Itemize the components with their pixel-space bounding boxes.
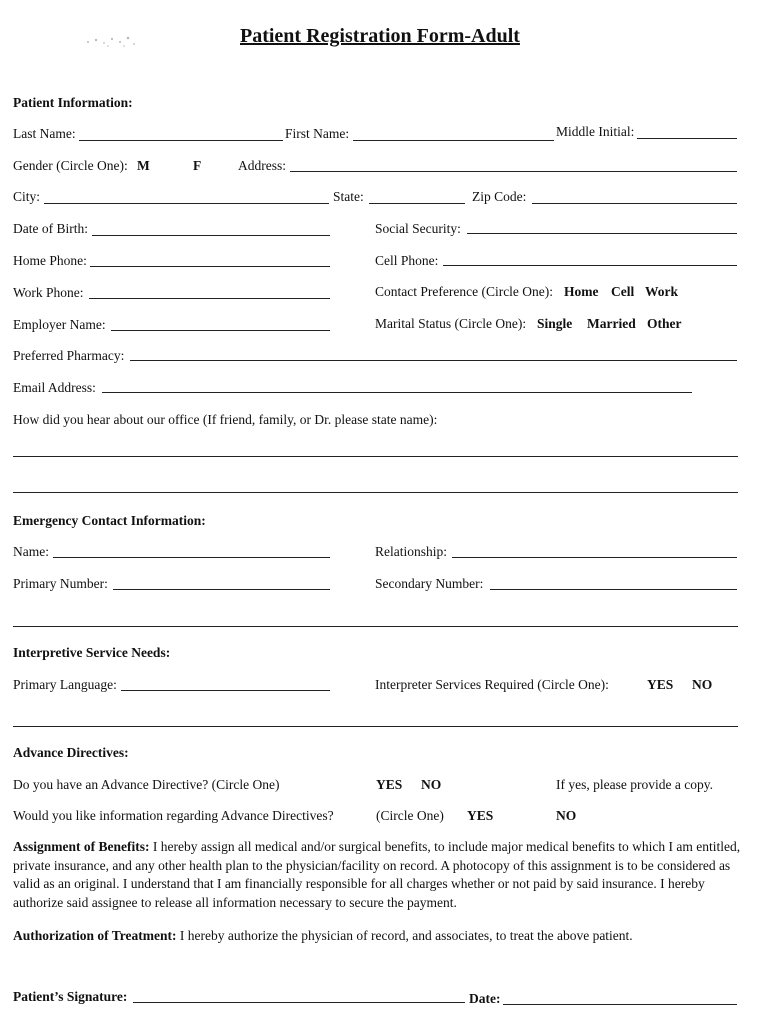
state-field[interactable]: [369, 203, 465, 204]
contact-option-work[interactable]: Work: [645, 284, 679, 299]
emergency-heading: Emergency Contact Information:: [13, 513, 206, 528]
date-field[interactable]: [503, 1004, 737, 1005]
primary-language-field[interactable]: [121, 690, 330, 691]
cell-phone-field[interactable]: [443, 265, 737, 266]
employer-field[interactable]: [111, 330, 330, 331]
first-name-field[interactable]: [353, 140, 554, 141]
ssn-field[interactable]: [467, 233, 737, 234]
city-label: City:: [13, 189, 41, 204]
secondary-number-field[interactable]: [490, 589, 737, 590]
advance-q2: Would you like information regarding Advance Directives?: [13, 808, 334, 823]
zip-code-field[interactable]: [532, 203, 737, 204]
gender-label: Gender (Circle One):: [13, 158, 128, 173]
section-divider-1: [13, 626, 738, 627]
interpreter-option-yes[interactable]: YES: [647, 677, 674, 692]
advance-q1-no[interactable]: NO: [421, 777, 442, 792]
last-name-label: Last Name:: [13, 126, 76, 141]
contact-preference-label: Contact Preference (Circle One):: [375, 284, 554, 299]
scan-smudge-mark: [82, 30, 142, 52]
email-label: Email Address:: [13, 380, 96, 395]
cell-phone-label: Cell Phone:: [375, 253, 439, 268]
advance-q2-no[interactable]: NO: [556, 808, 577, 823]
primary-number-field[interactable]: [113, 589, 330, 590]
marital-status-label: Marital Status (Circle One):: [375, 316, 527, 331]
advance-q2-circle: (Circle One): [376, 808, 444, 823]
pharmacy-label: Preferred Pharmacy:: [13, 348, 125, 363]
home-phone-label: Home Phone:: [13, 253, 87, 268]
dob-label: Date of Birth:: [13, 221, 88, 236]
pharmacy-field[interactable]: [130, 360, 737, 361]
date-label: Date:: [469, 991, 501, 1006]
gender-option-f[interactable]: F: [193, 158, 202, 173]
treatment-label: Authorization of Treatment:: [13, 928, 177, 943]
address-field[interactable]: [290, 171, 737, 172]
contact-option-cell[interactable]: Cell: [611, 284, 635, 299]
referral-question: How did you hear about our office (If friend, family, or Dr. please state name):: [13, 412, 438, 427]
work-phone-field[interactable]: [89, 298, 330, 299]
last-name-field[interactable]: [79, 140, 283, 141]
authorization-of-treatment: [13, 927, 755, 946]
zip-code-label: Zip Code:: [472, 189, 527, 204]
signature-label: Patient’s Signature:: [13, 989, 128, 1004]
ssn-label: Social Security:: [375, 221, 461, 236]
dob-field[interactable]: [92, 235, 330, 236]
primary-language-label: Primary Language:: [13, 677, 117, 692]
primary-number-label: Primary Number:: [13, 576, 108, 591]
emergency-name-label: Name:: [13, 544, 49, 559]
marital-option-other[interactable]: Other: [647, 316, 682, 331]
advance-directives-heading: Advance Directives:: [13, 745, 129, 760]
email-field[interactable]: [102, 392, 692, 393]
interpreter-option-no[interactable]: NO: [692, 677, 713, 692]
signature-field[interactable]: [133, 1002, 465, 1003]
work-phone-label: Work Phone:: [13, 285, 84, 300]
form-title: Patient Registration Form-Adult: [240, 25, 520, 47]
interpreter-required-label: Interpreter Services Required (Circle One):: [375, 677, 609, 692]
referral-answer-line-2[interactable]: [13, 492, 738, 493]
section-divider-2: [13, 726, 738, 727]
marital-option-single[interactable]: Single: [537, 316, 573, 331]
interpretive-heading: Interpretive Service Needs:: [13, 645, 171, 660]
employer-label: Employer Name:: [13, 317, 106, 332]
benefits-label: Assignment of Benefits:: [13, 839, 150, 854]
gender-option-m[interactable]: M: [137, 158, 150, 173]
advance-q1-yes[interactable]: YES: [376, 777, 403, 792]
advance-q2-yes[interactable]: YES: [467, 808, 494, 823]
middle-initial-field[interactable]: [637, 138, 737, 139]
referral-answer-line-1[interactable]: [13, 456, 738, 457]
relationship-label: Relationship:: [375, 544, 447, 559]
city-field[interactable]: [44, 203, 329, 204]
state-label: State:: [333, 189, 364, 204]
advance-q1-note: If yes, please provide a copy.: [556, 777, 713, 792]
address-label: Address:: [238, 158, 286, 173]
patient-info-heading: Patient Information:: [13, 95, 133, 110]
benefits-text: I hereby assign all medical and/or surgical benefits, to include major medical benefits to which I am entitled, private insurance, and any other health plan to the physician/facility on record. A photocopy of this assignment is to be considered as valid as an original. I understand that I am financially responsible for all charges whether or not paid by said insurance. I hereby authorize said assignee to release all information necessary to secure the payment.: [13, 839, 741, 910]
middle-initial-label: Middle Initial:: [556, 124, 635, 139]
relationship-field[interactable]: [452, 557, 737, 558]
treatment-text: I hereby authorize the physician of record, and associates, to treat the above patient.: [176, 928, 633, 943]
assignment-of-benefits: [13, 838, 755, 912]
marital-option-married[interactable]: Married: [587, 316, 636, 331]
secondary-number-label: Secondary Number:: [375, 576, 484, 591]
contact-option-home[interactable]: Home: [564, 284, 599, 299]
first-name-label: First Name:: [285, 126, 350, 141]
emergency-name-field[interactable]: [53, 557, 330, 558]
home-phone-field[interactable]: [90, 266, 330, 267]
advance-q1: Do you have an Advance Directive? (Circle One): [13, 777, 280, 792]
